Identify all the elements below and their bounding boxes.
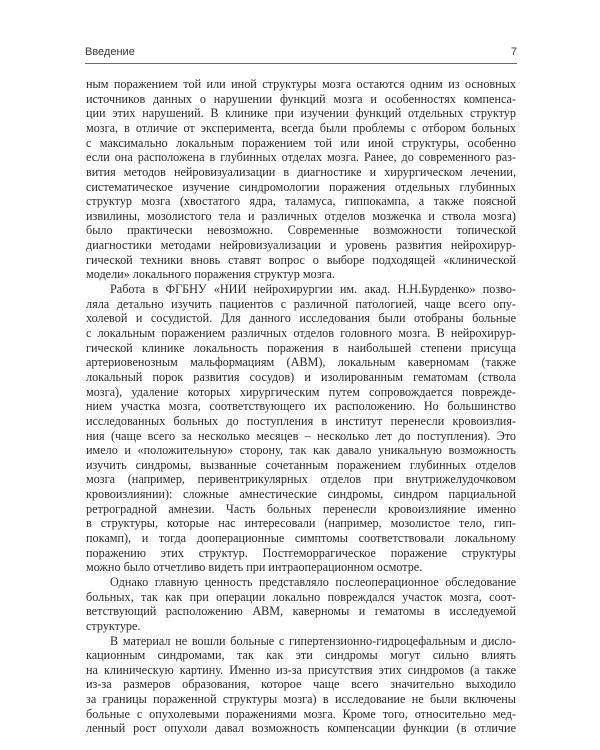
text-line: гической клинике локальность поражения в наибольшей степени присуща: [86, 340, 516, 355]
text-line: на клиническую картину. Именно из-за присутствия этих синдромов (а также: [86, 662, 516, 677]
text-line: структуре.: [86, 618, 141, 633]
text-line: систематическое изучение синдромологии поражения отдельных глубинных: [86, 179, 516, 194]
text-line: артериовенозным мальформациям (АВМ), локальным каверномам (также: [86, 355, 516, 370]
text-line: локальный порок развития сосудов) и изолированным гематомам (ствола: [86, 369, 516, 384]
text-line: диагностики методами нейровизуализации и уровень развития нейрохирур-: [86, 238, 516, 253]
text-line: больных, так как при операции локально повреждался участок мозга, соот-: [86, 589, 516, 604]
text-line: вития методов нейровизуализации в диагностике и хирургическом лечении,: [86, 164, 516, 179]
text-line: мозга, в отличие от эксперимента, всегда были проблемы с отбором больных: [86, 120, 516, 135]
text-line: ным поражением той или иной структуры мозга остаются одним из основных: [86, 77, 516, 91]
text-line: кационным синдромами, так как эти синдромы могут сильно влиять: [86, 648, 516, 663]
text-line: В материал не вошли больные с гипертензионно-гидроцефальным и дисло-: [110, 633, 516, 648]
text-line: поражению этих структур. Постгеморрагическое поражение структуры: [86, 545, 516, 560]
text-line: кровоизлиянии): сложные амнестические синдромы, синдром парциальной: [86, 487, 516, 501]
text-line: структур мозга (хвостатого ядра, таламуса, гиппокампа, а также поясной: [86, 194, 516, 209]
page-number: 7: [510, 46, 517, 58]
text-line: с максимально локальным поражением той или иной структуры, особенно: [86, 135, 516, 150]
text-line: покамп), и тогда дооперационные симптомы соответствовали локальному: [86, 531, 516, 545]
section-title: Введение: [85, 46, 135, 58]
text-line: в структуры, которые нас интересовали (например, мозолистое тело, гип-: [86, 516, 516, 531]
text-line: ретроградной амнезии. Часть больных перенесли кровоизлияние именно: [86, 501, 516, 516]
text-line: ляла детально изучить пациентов с различной патологией, чаще всего опу-: [86, 296, 516, 311]
text-line: источников данных о нарушении функций мозга и особенностях компенса-: [86, 91, 516, 106]
text-line: Работа в ФГБНУ «НИИ нейрохирургии им. акад. Н.Н.Бурденко» позво-: [110, 282, 516, 296]
text-line: больные с опухолевыми поражениями мозга. Кроме того, относительно мед-: [86, 706, 516, 721]
text-line: исследованных больных до поступления в институт перенесли кровоизлия-: [86, 413, 516, 428]
text-line: гической техники вновь ставят вопрос о выборе подходящей «клинической: [86, 252, 516, 267]
text-line: Однако главную ценность представляло послеоперационное обследование: [110, 574, 516, 589]
text-line: мозга), удаление которых хирургическим путем сопровождается поврежде-: [86, 384, 516, 399]
text-line: имело и «положительную» сторону, так как давало уникальную возможность: [86, 443, 516, 458]
text-line: было практически невозможно. Современные возможности топической: [86, 223, 516, 238]
text-line: мозга (например, перивентрикулярных отделов при внутрижелудочковом: [86, 472, 516, 487]
text-line: ния (чаще всего за несколько месяцев – несколько лет до поступления). Это: [86, 428, 516, 443]
text-line: можно было отчетливо видеть при интраоперационном осмотре.: [86, 560, 423, 575]
text-line: изучить синдромы, вызванные сочетанным поражением глубинных отделов: [86, 457, 516, 472]
text-line: с локальным поражением различных отделов головного мозга. В нейрохирур-: [86, 326, 516, 340]
text-line: модели» локального поражения структур мозга.: [86, 267, 335, 282]
text-line: из-за размеров образования, которое чаще всего значительно выходило: [86, 677, 516, 692]
text-line: извилины, мозолистого тела и различных отделов мозжечка и ствола мозга): [86, 208, 516, 223]
text-line: холевой и сосудистой. Для данного исследования были отобраны больные: [86, 311, 516, 326]
text-line: ленный рост опухоли давал возможность компенсации функции (в отличие: [86, 721, 516, 736]
text-line: ветствующий расположению АВМ, каверномы и гематомы в исследуемой: [86, 604, 516, 619]
text-line: за границы пораженной структуры мозга) в исследование не были включены: [86, 692, 516, 707]
text-line: нием участка мозга, соответствующего их расположению. Но большинство: [86, 399, 516, 414]
text-line: если она расположена в глубинных отделах мозга. Ранее, до современного раз-: [86, 150, 516, 165]
text-line: ции этих нарушений. В клинике при изучении функций отдельных структур: [86, 106, 516, 121]
